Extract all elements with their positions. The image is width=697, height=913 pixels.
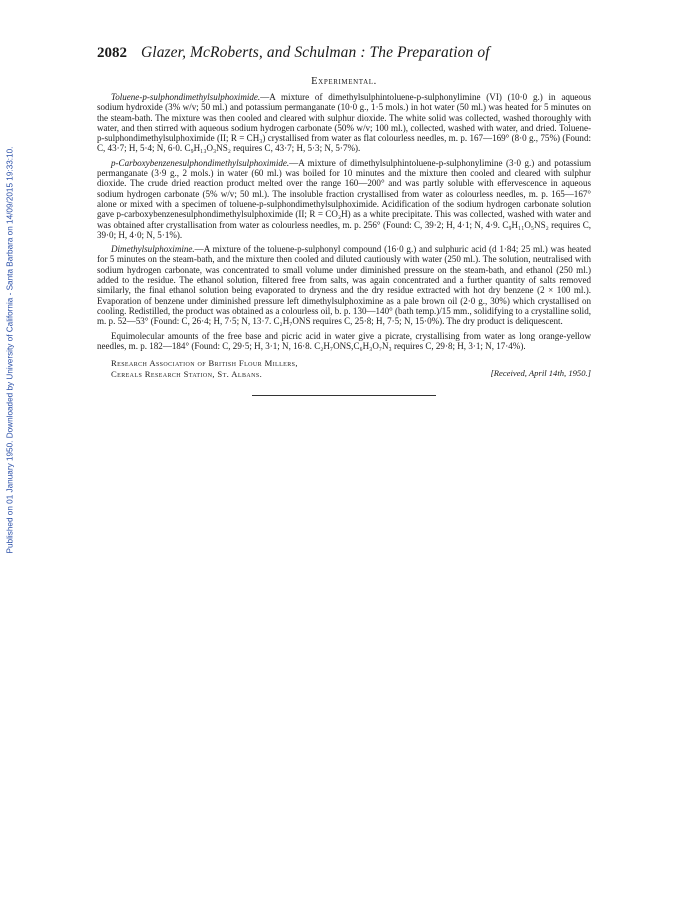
affiliation-block [97,358,591,379]
journal-page [97,44,591,396]
section-title: Experimental. [311,76,377,87]
received-date: [Received, April 14th, 1950.] [490,368,591,379]
affiliation-line: Cereals Research Station, St. Albans. [111,368,263,379]
affiliation [97,358,298,379]
download-watermark [4,70,16,630]
paragraph-body: —A mixture of dimethylsulphintoluene-p-sulphonylimine (3·0 g.) and potassium permanganate (3·9 g., 2 mols.) in water (60 ml.) was boiled for 10 minutes and the mixture then cooled and cleared with sulphur dioxide. The crude dried reaction product melted over the range 160—200° and was partly soluble with effervescence in aqueous sodium hydrogen carbonate (5% w/v; 50 ml.). The insoluble fraction crystallised from water as colourless needles, m. p. 165—167° alone or mixed with a specimen of toluene-p-sulphondimethylsulphoximide. Acidification of the sodium hydrogen carbonate solution gave p-carboxybenzenesulphondimethylsulphoximide (II; R = CO₂H) as a white precipitate. This was collected, washed with water and was obtained after crystallisation from water as colourless needles, m. p. 256° (Found: C, 39·2; H, 4·1; N, 4·9. C₉H₁₁O₅NS₂ requires C, 39·0; H, 4·0; N, 5·1%). [97,157,591,240]
paragraph-body: —A mixture of the toluene-p-sulphonyl compound (16·0 g.) and sulphuric acid (d 1·84; 25 ml.) was heated for 5 minutes on the steam-bath, and the mixture then cooled and diluted cautiously with water (250 ml.). The solution, neutralised with sodium hydrogen carbonate, was concentrated to small volume under diminished pressure on the steam-bath, and ethanol (250 ml.) added to the residue. The ethanol solution, filtered free from salts, was again concentrated and a further quantity of salts removed similarly, the final ethanol solution being evaporated to dryness and the dry residue extracted with hot dry benzene (2 × 100 ml.). Evaporation of benzene under diminished pressure left dimethylsulphoximine as a pale brown oil (2·0 g., 30%) which crystallised on cooling. Redistilled, the product was obtained as a colourless oil, b. p. 130—140° (bath temp.)/15 mm., solidifying to a crystalline solid, m. p. 52—53° (Found: C, 26·4; H, 7·5; N, 13·7. C₂H₇ONS requires C, 25·8; H, 7·5; N, 15·0%). The dry product is deliquescent. [97,244,591,327]
paragraph-heading: Dimethylsulphoximine. [111,244,195,255]
paragraph-toluene-sulphondimethylsulphoximide [97,92,591,154]
paragraph-heading: p-Carboxybenzenesulphondimethylsulphoximide. [111,157,290,168]
running-title: Glazer, McRoberts, and Schulman : The Preparation of [141,44,490,61]
affiliation-line: Research Association of British Flour Millers, [111,358,298,369]
paragraph-dimethylsulphoximine [97,244,591,326]
end-rule [252,395,436,396]
paragraph-body: Equimolecular amounts of the free base and picric acid in water give a picrate, crystallising from water as long orange-yellow needles, m. p. 182—184° (Found: C, 29·5; H, 3·1; N, 16·8. C₂H₇ONS,C₆H₃O₇N₃ requires C, 29·8; H, 3·1; N, 17·4%). [97,330,591,351]
paragraph-carboxybenzenesulphondimethylsulphoximide [97,158,591,240]
page-header [97,44,591,66]
download-note-text: Published on 01 January 1950. Downloaded by University of California - Santa Barbara on 14/09/2015 19:33:10. [5,146,15,554]
paragraph-body: —A mixture of dimethylsulphintoluene-p-sulphonylimine (VI) (10·0 g.) in aqueous sodium hydroxide (3% w/v; 50 ml.) and potassium permanganate (10·0 g., 1·5 mols.) in hot water (50 ml.) was heated for 5 minutes on the steam-bath. The mixture was then cooled and cleared with sulphur dioxide. The white solid was collected, washed thoroughly with water, and then stirred with aqueous sodium hydrogen carbonate (50% w/v; 100 ml.), collected, washed with water, and dried. Toluene-p-sulphondimethylsulphoximide (II; R = CH₃) crystallised from water as flat colourless needles, m. p. 167—169° (8·0 g., 75%) (Found: C, 43·7; H, 5·4; N, 6·0. C₉H₁₃O₃NS₂ requires C, 43·7; H, 5·3; N, 5·7%). [97,92,591,154]
page-number: 2082 [97,45,127,61]
paragraph-heading: Toluene-p-sulphondimethylsulphoximide. [111,92,261,102]
paragraph-picrate [97,331,591,352]
